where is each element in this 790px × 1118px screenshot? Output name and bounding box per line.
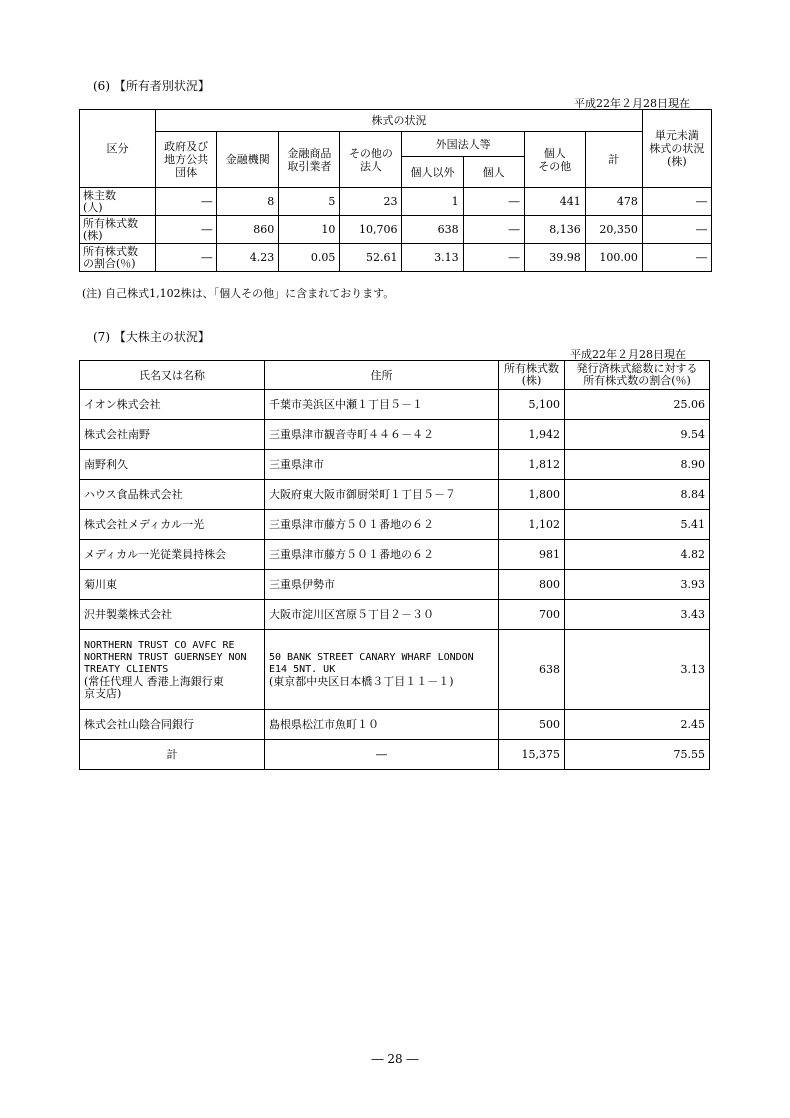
header-securities: 金融商品 取引業者 <box>279 132 340 188</box>
header-foreign-corp: 個人以外 <box>402 157 463 188</box>
shareholder-ratio: 3.43 <box>565 600 710 630</box>
shareholder-shares: 981 <box>499 540 565 570</box>
section6-title: (6) 【所有者別状況】 <box>93 79 210 93</box>
shareholder-ratio: 25.06 <box>565 390 710 420</box>
total-row <box>80 740 710 770</box>
table-row <box>80 216 712 244</box>
shareholder-address: 三重県津市藤方５０１番地の６２ <box>265 510 499 540</box>
total-address: ― <box>265 740 499 770</box>
table-row <box>80 600 710 630</box>
table-row <box>80 188 712 216</box>
cell: 478 <box>585 188 642 216</box>
cell: 1 <box>402 188 463 216</box>
shareholder-address: 島根県松江市魚町１０ <box>265 710 499 740</box>
cell: ― <box>156 188 217 216</box>
cell: 52.61 <box>340 244 402 272</box>
header-govt: 政府及び 地方公共 団体 <box>156 132 217 188</box>
shareholder-name: イオン株式会社 <box>80 390 265 420</box>
row-label: 株主数 (人) <box>80 188 156 216</box>
shareholder-shares: 1,800 <box>499 480 565 510</box>
header-financial: 金融機関 <box>217 132 279 188</box>
cell: ― <box>463 188 524 216</box>
header-name: 氏名又は名称 <box>80 361 265 390</box>
table-row <box>80 510 710 540</box>
cell: 10,706 <box>340 216 402 244</box>
shareholder-agent: (常任代理人 香港上海銀行東 京支店) <box>84 674 224 700</box>
shareholder-shares: 800 <box>499 570 565 600</box>
cell: 10 <box>279 216 340 244</box>
header-foreign-individual: 個人 <box>463 157 524 188</box>
table-row <box>80 480 710 510</box>
shareholder-name: 株式会社山陰合同銀行 <box>80 710 265 740</box>
cell: 3.13 <box>402 244 463 272</box>
cell: ― <box>156 216 217 244</box>
ownership-table <box>79 109 712 272</box>
shareholder-address-en: 50 BANK STREET CANARY WHARF LONDON E14 5NT. UK <box>269 651 474 675</box>
shareholder-shares: 500 <box>499 710 565 740</box>
shareholder-address: 大阪府東大阪市御厨栄町１丁目５－７ <box>265 480 499 510</box>
major-shareholders-table <box>79 360 710 770</box>
row-label: 所有株式数 の割合(％) <box>80 244 156 272</box>
shareholder-address: 三重県津市観音寺町４４６－４２ <box>265 420 499 450</box>
shareholder-address: 大阪市淀川区宮原５丁目２－３０ <box>265 600 499 630</box>
section6-note: (注) 自己株式1,102株は、「個人その他」に含まれております。 <box>82 287 395 300</box>
shareholder-ratio: 5.41 <box>565 510 710 540</box>
table-row <box>80 450 710 480</box>
cell: ― <box>156 244 217 272</box>
table-row <box>80 390 710 420</box>
header-kubun: 区分 <box>80 110 156 188</box>
cell: ― <box>642 244 711 272</box>
table-row <box>80 244 712 272</box>
shareholder-name: 菊川東 <box>80 570 265 600</box>
shareholder-shares: 638 <box>499 630 565 710</box>
shareholder-shares: 700 <box>499 600 565 630</box>
cell: 638 <box>402 216 463 244</box>
cell: ― <box>463 216 524 244</box>
cell: 8,136 <box>524 216 585 244</box>
cell: 441 <box>524 188 585 216</box>
total-label: 計 <box>80 740 265 770</box>
table-row <box>80 630 710 710</box>
table-row <box>80 540 710 570</box>
page-number: ― 28 ― <box>371 1052 419 1066</box>
cell: 20,350 <box>585 216 642 244</box>
shareholder-ratio: 8.84 <box>565 480 710 510</box>
shareholder-ratio: 4.82 <box>565 540 710 570</box>
table-row <box>80 420 710 450</box>
shareholder-name: ハウス食品株式会社 <box>80 480 265 510</box>
shareholder-ratio: 3.93 <box>565 570 710 600</box>
cell: ― <box>642 188 711 216</box>
cell: 860 <box>217 216 279 244</box>
total-ratio: 75.55 <box>565 740 710 770</box>
header-odd-lot: 単元未満 株式の状況 (株) <box>642 110 711 188</box>
shareholder-ratio: 8.90 <box>565 450 710 480</box>
header-total: 計 <box>585 132 642 188</box>
shareholder-address: 三重県津市藤方５０１番地の６２ <box>265 540 499 570</box>
shareholder-name: 株式会社南野 <box>80 420 265 450</box>
shareholder-address <box>265 630 499 710</box>
cell: 8 <box>217 188 279 216</box>
header-individual: 個人 その他 <box>524 132 585 188</box>
header-ratio: 発行済株式総数に対する 所有株式数の割合(％) <box>565 361 710 390</box>
shareholder-shares: 1,102 <box>499 510 565 540</box>
shareholder-ratio: 2.45 <box>565 710 710 740</box>
shareholder-name: 株式会社メディカル一光 <box>80 510 265 540</box>
cell: 5 <box>279 188 340 216</box>
shareholder-name-en: NORTHERN TRUST CO AVFC RE NORTHERN TRUST GUERNSEY NON TREATY CLIENTS <box>84 639 247 675</box>
section7-title: (7) 【大株主の状況】 <box>93 330 210 344</box>
cell: 0.05 <box>279 244 340 272</box>
shareholder-address: 三重県伊勢市 <box>265 570 499 600</box>
shareholder-address: 三重県津市 <box>265 450 499 480</box>
shareholder-name <box>80 630 265 710</box>
shareholder-name: 沢井製薬株式会社 <box>80 600 265 630</box>
header-other-corp: その他の 法人 <box>340 132 402 188</box>
section6-as-of: 平成22年２月28日現在 <box>574 97 690 110</box>
row-label: 所有株式数 (株) <box>80 216 156 244</box>
cell: ― <box>463 244 524 272</box>
shareholder-address-jp: (東京都中央区日本橋３丁目１１－１) <box>269 674 454 688</box>
shareholder-shares: 1,812 <box>499 450 565 480</box>
shareholder-name: メディカル一光従業員持株会 <box>80 540 265 570</box>
cell: ― <box>642 216 711 244</box>
shareholder-ratio: 3.13 <box>565 630 710 710</box>
shareholder-address: 千葉市美浜区中瀬１丁目５－１ <box>265 390 499 420</box>
table-row <box>80 710 710 740</box>
cell: 4.23 <box>217 244 279 272</box>
section7-as-of: 平成22年２月28日現在 <box>570 348 686 361</box>
shareholder-name: 南野利久 <box>80 450 265 480</box>
header-address: 住所 <box>265 361 499 390</box>
header-stock-status: 株式の状況 <box>156 110 643 132</box>
cell: 23 <box>340 188 402 216</box>
header-shares: 所有株式数 (株) <box>499 361 565 390</box>
shareholder-ratio: 9.54 <box>565 420 710 450</box>
shareholder-shares: 5,100 <box>499 390 565 420</box>
cell: 100.00 <box>585 244 642 272</box>
total-shares: 15,375 <box>499 740 565 770</box>
table-row <box>80 570 710 600</box>
shareholder-shares: 1,942 <box>499 420 565 450</box>
header-foreign: 外国法人等 <box>402 132 524 157</box>
cell: 39.98 <box>524 244 585 272</box>
